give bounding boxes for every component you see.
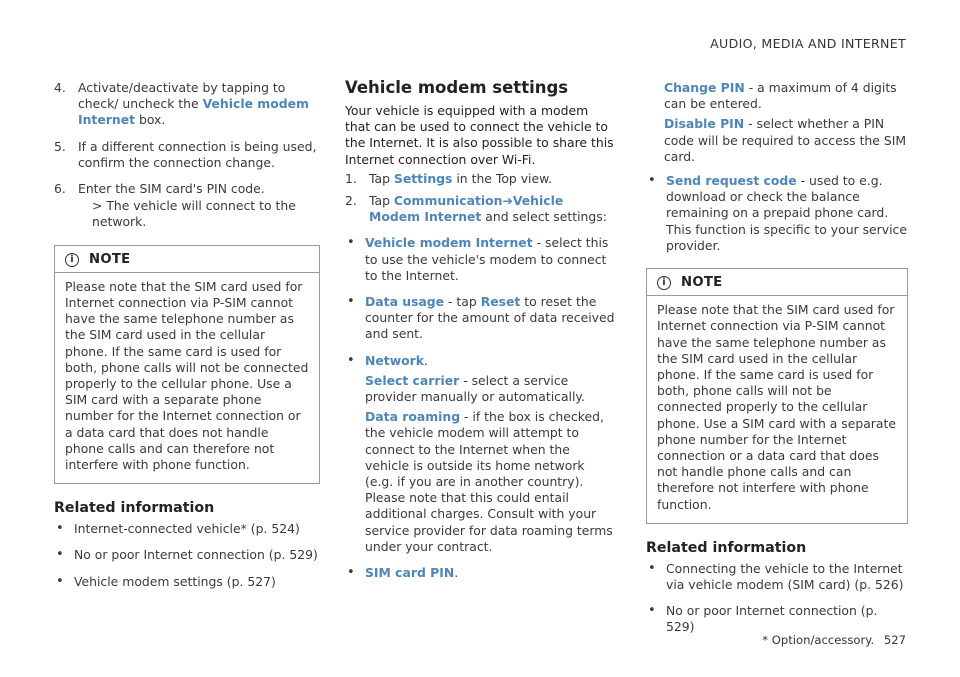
step-6 <box>54 181 320 231</box>
step-number: 1. <box>345 170 357 186</box>
list-item <box>646 173 908 254</box>
note-box <box>54 245 320 485</box>
note-header <box>647 269 907 296</box>
step-1 <box>345 171 615 187</box>
step-text: Tap <box>369 170 394 186</box>
related-link[interactable] <box>646 561 908 593</box>
data-usage-option[interactable]: Data usage <box>365 294 445 310</box>
item-text: - if the box is checked, the vehicle modem will attempt to connect to the Internet when the vehicle is outside its home network (e.g. if you are in another country). Please note that this could entail additional charges. Consult with your service provider for data roaming terms under your contract. <box>365 409 613 554</box>
bullet-icon: • <box>648 603 656 619</box>
bullet-icon: • <box>648 173 656 189</box>
step-number: 6. <box>54 181 66 197</box>
item-text: . <box>454 565 459 581</box>
note-title: NOTE <box>89 251 131 267</box>
related-title: Related information <box>54 500 215 517</box>
page-number: 527 <box>883 633 906 647</box>
info-icon: i <box>657 276 671 290</box>
section-title: Vehicle modem settings <box>345 78 569 97</box>
sim-card-pin-option[interactable]: SIM card PIN <box>365 565 455 581</box>
list-item <box>345 294 615 343</box>
bullet-icon: • <box>56 547 64 563</box>
step-number: 2. <box>345 193 357 209</box>
step-text-end: in the Top view. <box>452 170 553 186</box>
footnote: * Option/accessory. <box>762 633 875 647</box>
step-text: If a different connection is being used, confirm the connection change. <box>78 138 317 170</box>
step-text: Enter the SIM card's PIN code. <box>78 181 265 197</box>
section-lead: Your vehicle is equipped with a modem that can be used to connect the vehicle to the Internet. It is also possible to share this Internet connection over Wi-Fi. <box>345 103 614 167</box>
data-roaming-option[interactable]: Data roaming <box>365 409 461 425</box>
section-header: AUDIO, MEDIA AND INTERNET <box>710 36 906 51</box>
communication-link[interactable]: Communication <box>393 193 503 209</box>
settings-link[interactable]: Settings <box>393 170 453 186</box>
sim-pin-subitems <box>646 80 908 165</box>
related-link[interactable] <box>54 574 320 590</box>
related-link[interactable] <box>54 521 320 537</box>
sub-item <box>664 116 908 165</box>
arrow-right-icon: ➔ <box>502 193 513 209</box>
step-number: 4. <box>54 80 66 95</box>
sub-item <box>365 409 615 555</box>
note-title: NOTE <box>681 275 723 291</box>
related-link-text[interactable]: Connecting the vehicle to the Internet via vehicle modem (SIM card) (p. 526) <box>666 560 904 593</box>
disable-pin-option[interactable]: Disable PIN <box>664 116 745 132</box>
column-right <box>646 80 908 646</box>
reset-option[interactable]: Reset <box>480 294 521 310</box>
list-item <box>345 353 615 555</box>
step-result: > The vehicle will connect to the network. <box>92 198 296 230</box>
sub-item <box>365 373 615 405</box>
vehicle-modem-internet-link[interactable]: Vehicle Modem Internet <box>369 193 564 225</box>
step-text-end: and select settings: <box>481 209 607 225</box>
item-text: - used to e.g. download or check the balance remaining on a prepaid phone card. This function is specific to your service provider. <box>666 173 907 253</box>
related-link-text[interactable]: No or poor Internet connection (p. 529) <box>74 547 318 563</box>
send-request-code-option[interactable]: Send request code <box>666 173 797 189</box>
bullet-icon: • <box>648 560 656 576</box>
column-left <box>54 80 320 600</box>
note-header <box>55 246 319 273</box>
step-number: 5. <box>54 138 66 154</box>
step-2 <box>345 193 615 225</box>
item-text: - select a service provider manually or automatically. <box>365 372 585 405</box>
step-text: Activate/deactivate by tapping to check/ uncheck the <box>78 80 286 112</box>
related-title: Related information <box>646 539 807 556</box>
related-link-text[interactable]: Vehicle modem settings (p. 527) <box>74 573 276 589</box>
bullet-icon: • <box>347 352 355 368</box>
note-body: Please note that the SIM card used for Internet connection via P-SIM cannot have the same telephone number as the SIM card used in the cellular phone. If the same card is used for both, phone calls will not be connected properly to the cellular phone. Use a SIM card with a separate phone number for the Internet connection or a data card that does not handle phone calls and can therefore not interfere with phone function. <box>657 302 896 512</box>
related-link-text[interactable]: No or poor Internet connection (p. 529) <box>666 603 878 635</box>
step-text: Tap <box>369 193 394 209</box>
item-text: - select this to use the vehicle's modem to connect to the Internet. <box>365 235 609 283</box>
bullet-icon: • <box>56 521 64 537</box>
select-carrier-option[interactable]: Select carrier <box>365 372 460 388</box>
item-text: - a maximum of 4 digits can be entered. <box>664 80 897 112</box>
page-footer <box>762 632 906 648</box>
step-text-end: box. <box>135 112 166 128</box>
bullet-icon: • <box>347 235 355 251</box>
info-icon: i <box>65 253 79 267</box>
step-5 <box>54 139 320 171</box>
item-text: . <box>424 352 428 368</box>
network-option[interactable]: Network <box>365 352 425 368</box>
related-link[interactable] <box>646 603 908 635</box>
column-middle <box>345 78 615 591</box>
note-body: Please note that the SIM card used for Internet connection via P-SIM cannot have the same telephone number as the SIM card used in the cellular phone. If the same card is used for both, phone calls will not be connected properly to the cellular phone. Use a SIM card with a separate phone number for the Internet connection or a data card that does not handle phone calls and can therefore not interfere with phone function. <box>65 278 309 473</box>
related-information <box>54 500 320 590</box>
list-item <box>345 235 615 284</box>
list-item <box>345 565 615 581</box>
note-box <box>646 268 908 524</box>
item-text: - tap <box>444 294 481 310</box>
related-link[interactable] <box>54 547 320 563</box>
item-text: to reset the counter for the amount of data received and sent. <box>365 294 615 342</box>
step-4 <box>54 80 320 129</box>
change-pin-option[interactable]: Change PIN <box>664 80 745 95</box>
bullet-icon: • <box>56 573 64 589</box>
item-text: - select whether a PIN code will be required to access the SIM card. <box>664 116 907 164</box>
vehicle-modem-internet-link[interactable]: Vehicle modem Internet <box>78 96 309 128</box>
vehicle-modem-internet-option[interactable]: Vehicle modem Internet <box>365 235 533 251</box>
sub-item <box>664 80 908 112</box>
related-link-text[interactable]: Internet-connected vehicle* (p. 524) <box>74 521 300 537</box>
bullet-icon: • <box>347 565 355 581</box>
bullet-icon: • <box>347 294 355 310</box>
related-information <box>646 540 908 636</box>
